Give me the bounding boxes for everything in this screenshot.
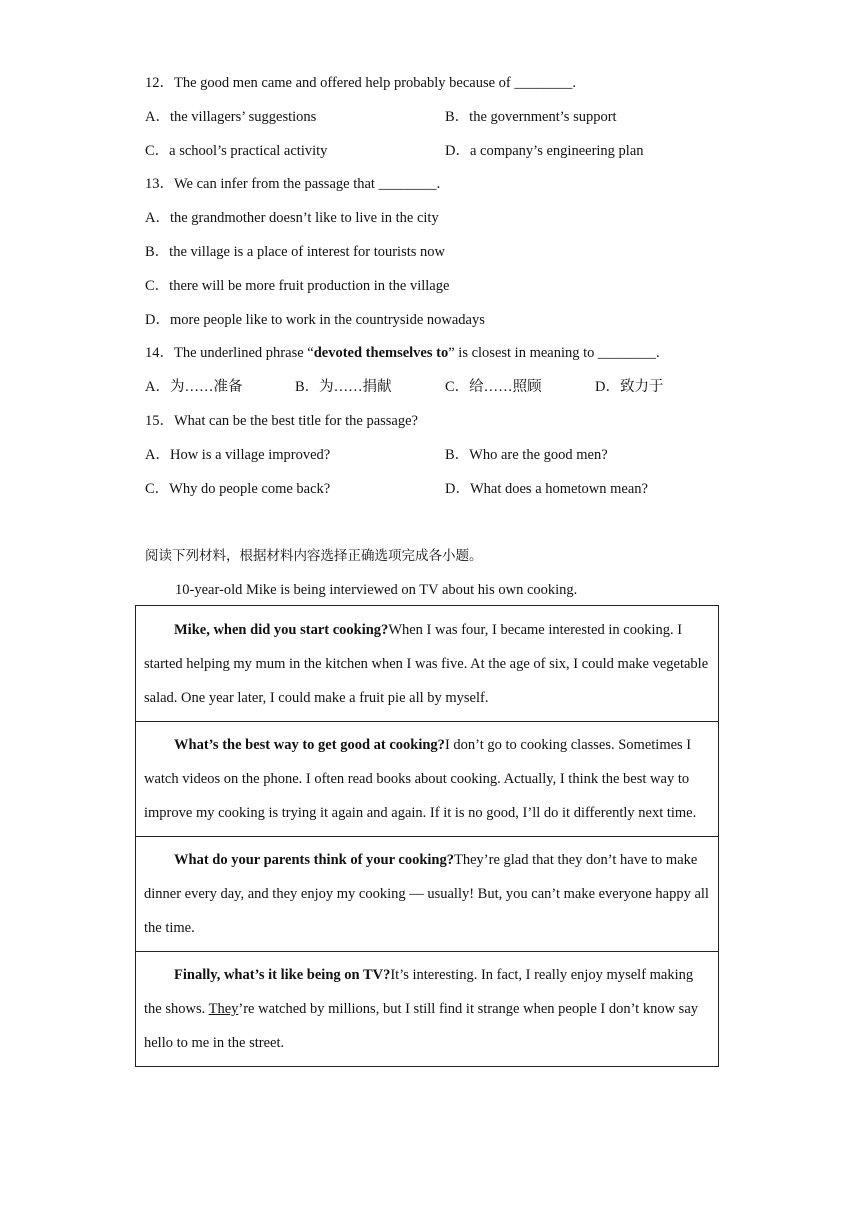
question-12-option-d: D．a company’s engineering plan — [445, 143, 644, 159]
question-14-stem-after: ” is closest in meaning to ________. — [448, 345, 660, 361]
interview-answer-after: ’re watched by millions, but I still find it strange when people I don’t know say hello to me in the street. — [144, 1001, 699, 1051]
interview-question: What do your parents think of your cooking? — [174, 852, 454, 868]
interview-answer-before: It’s interesting. In fact, I really enjoy myself making the shows. — [144, 967, 694, 1017]
underlined-word: They — [208, 1001, 239, 1017]
interview-answer: When I was four, I became interested in cooking. I started helping my mum in the kitchen when I was five. At the age of six, I could make vegetable salad. One year later, I could make a fruit pie all by myself. — [144, 622, 709, 706]
interview-row — [136, 606, 718, 721]
interview-row — [136, 721, 718, 836]
interview-table — [135, 605, 719, 1067]
question-13-option-a: A．the grandmother doesn’t like to live in the city — [145, 210, 439, 226]
question-12-option-a: A．the villagers’ suggestions — [145, 109, 317, 125]
question-12-stem: 12．The good men came and offered help probably because of ________. — [145, 75, 576, 91]
question-15-option-b: B．Who are the good men? — [445, 447, 608, 463]
interview-answer: I don’t go to cooking classes. Sometimes I watch videos on the phone. I often read books about cooking. Actually, I think the best way to improve my cooking is trying it again and again. If it is no good, I’ll do it differently next time. — [144, 737, 697, 821]
question-13-stem: 13．We can infer from the passage that ________. — [145, 176, 441, 192]
question-15-option-a: A．How is a village improved? — [145, 447, 331, 463]
interview-row — [136, 951, 718, 1066]
interview-question: Finally, what’s it like being on TV? — [174, 967, 391, 983]
question-15-stem: 15．What can be the best title for the passage? — [145, 413, 418, 429]
interview-question: Mike, when did you start cooking? — [174, 622, 389, 638]
question-14-option-b: B．为……捐献 — [295, 379, 392, 395]
passage-intro: 10-year-old Mike is being interviewed on TV about his own cooking. — [175, 582, 578, 598]
reading-instruction: 阅读下列材料，根据材料内容选择正确选项完成各小题。 — [145, 548, 483, 564]
question-14-stem — [145, 343, 660, 363]
question-14-option-d: D．致力于 — [595, 379, 664, 395]
question-13-option-b: B．the village is a place of interest for tourists now — [145, 244, 445, 260]
question-14-option-a: A．为……准备 — [145, 379, 243, 395]
question-15-option-d: D．What does a hometown mean? — [445, 481, 648, 497]
question-15-option-c: C．Why do people come back? — [145, 481, 331, 497]
question-14-option-c: C．给……照顾 — [445, 379, 542, 395]
question-12-option-c: C．a school’s practical activity — [145, 143, 328, 159]
interview-question: What’s the best way to get good at cooking? — [174, 737, 445, 753]
question-14-stem-before: 14．The underlined phrase “ — [145, 345, 314, 361]
question-13-option-d: D．more people like to work in the countryside nowadays — [145, 312, 485, 328]
question-14-phrase: devoted themselves to — [313, 345, 449, 361]
question-12-option-b: B．the government’s support — [445, 109, 617, 125]
interview-row — [136, 836, 718, 951]
interview-answer: They’re glad that they don’t have to make dinner every day, and they enjoy my cooking — usually! But, you can’t make everyone happy all the time. — [144, 852, 709, 936]
question-13-option-c: C．there will be more fruit production in the village — [145, 278, 450, 294]
